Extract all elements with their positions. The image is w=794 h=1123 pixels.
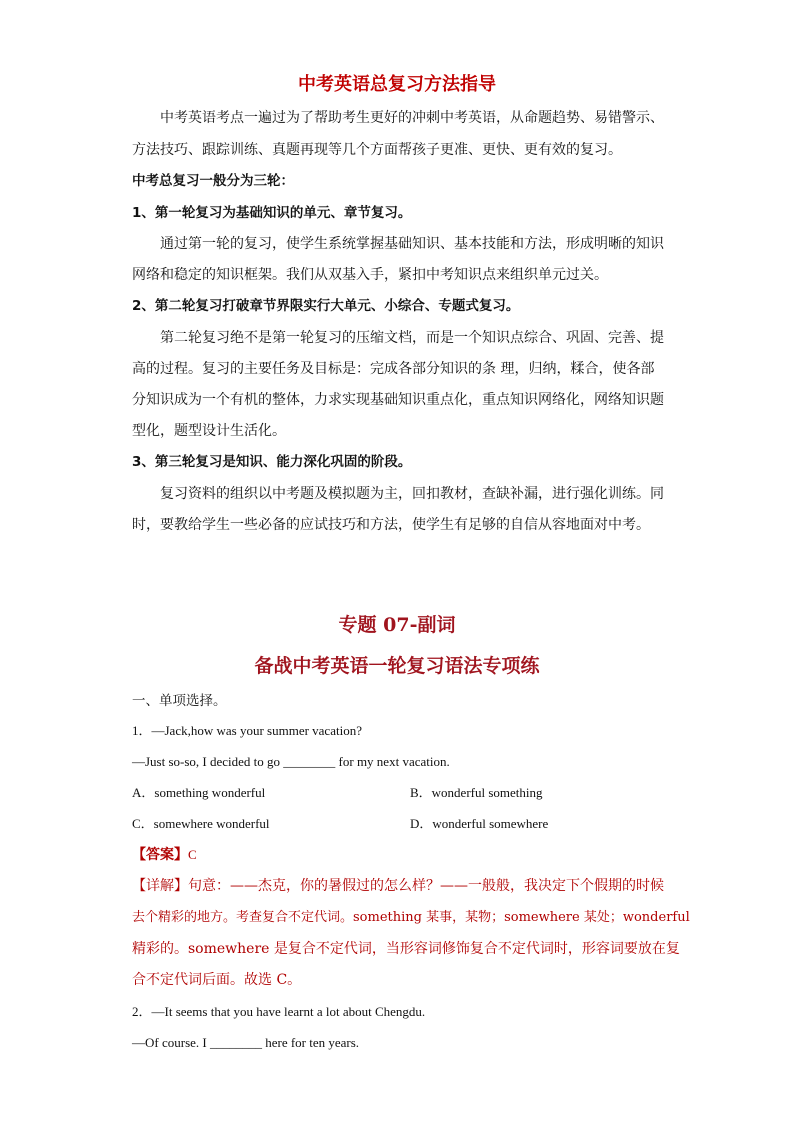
- q2-response: —Of course. I ________ here for ten years.: [132, 1035, 360, 1050]
- q1-option-b: B．wonderful something: [410, 785, 543, 800]
- round2-heading: 2、第二轮复习打破章节界限实行大单元、小综合、专题式复习。: [132, 298, 520, 314]
- q1-answer: [132, 845, 197, 865]
- topic-title: 专题 07-副词: [338, 614, 456, 636]
- round3-heading: 3、第三轮复习是知识、能力深化巩固的阶段。: [132, 454, 412, 470]
- round2-line-1: 第二轮复习绝不是第一轮复习的压缩文档，而是一个知识点综合、巩固、完善、提: [160, 330, 664, 346]
- q1-option-d: D．wonderful somewhere: [410, 816, 549, 831]
- q1-detail-line-3: 精彩的。somewhere 是复合不定代词，当形容词修饰复合不定代词时，形容词要放在复: [132, 941, 680, 957]
- round2-line-4: 型化，题型设计生活化。: [132, 423, 286, 439]
- q1-response: —Just so-so, I decided to go ________ for my next vacation.: [132, 754, 450, 769]
- q2-question: 2．—It seems that you have learnt a lot about Chengdu.: [132, 1004, 426, 1019]
- q1-detail-line-1: 【详解】句意：——杰克，你的暑假过的怎么样？——一般般，我决定下个假期的时候: [132, 878, 664, 894]
- round3-line-2: 时，要教给学生一些必备的应试技巧和方法，使学生有足够的自信从容地面对中考。: [132, 517, 650, 533]
- q1-question: 1．—Jack,how was your summer vacation?: [132, 723, 362, 738]
- q1-option-c: C．somewhere wonderful: [132, 816, 270, 831]
- intro-line-1: 中考英语考点一遍过为了帮助考生更好的冲刺中考英语，从命题趋势、易错警示、: [160, 110, 664, 126]
- answer-value: C: [188, 847, 197, 862]
- topic-subtitle: 备战中考英语一轮复习语法专项练: [254, 655, 540, 677]
- page-title: 中考英语总复习方法指导: [298, 74, 496, 95]
- q1-detail-line-4: 合不定代词后面。故选 C。: [132, 972, 302, 988]
- round2-line-2: 高的过程。复习的主要任务及目标是：完成各部分知识的条 理，归纳，糅合，使各部: [132, 361, 655, 377]
- round3-line-1: 复习资料的组织以中考题及模拟题为主，回扣教材，查缺补漏，进行强化训练。同: [160, 486, 664, 502]
- round1-line-1: 通过第一轮的复习，使学生系统掌握基础知识、基本技能和方法，形成明晰的知识: [160, 236, 664, 252]
- q1-option-a: A．something wonderful: [132, 785, 266, 800]
- rounds-heading: 中考总复习一般分为三轮：: [132, 173, 294, 189]
- round2-line-3: 分知识成为一个有机的整体，力求实现基础知识重点化，重点知识网络化，网络知识题: [132, 392, 664, 408]
- intro-line-2: 方法技巧、跟踪训练、真题再现等几个方面帮孩子更准、更快、更有效的复习。: [132, 142, 622, 158]
- q1-detail-line-2: 去个精彩的地方。考查复合不定代词。something 某事，某物；somewhere 某处；wonderful: [132, 910, 690, 925]
- round1-heading: 1、第一轮复习为基础知识的单元、章节复习。: [132, 205, 412, 221]
- answer-label: 【答案】: [132, 847, 188, 863]
- round1-line-2: 网络和稳定的知识框架。我们从双基入手，紧扣中考知识点来组织单元过关。: [132, 267, 608, 283]
- section-heading: 一、单项选择。: [132, 693, 227, 709]
